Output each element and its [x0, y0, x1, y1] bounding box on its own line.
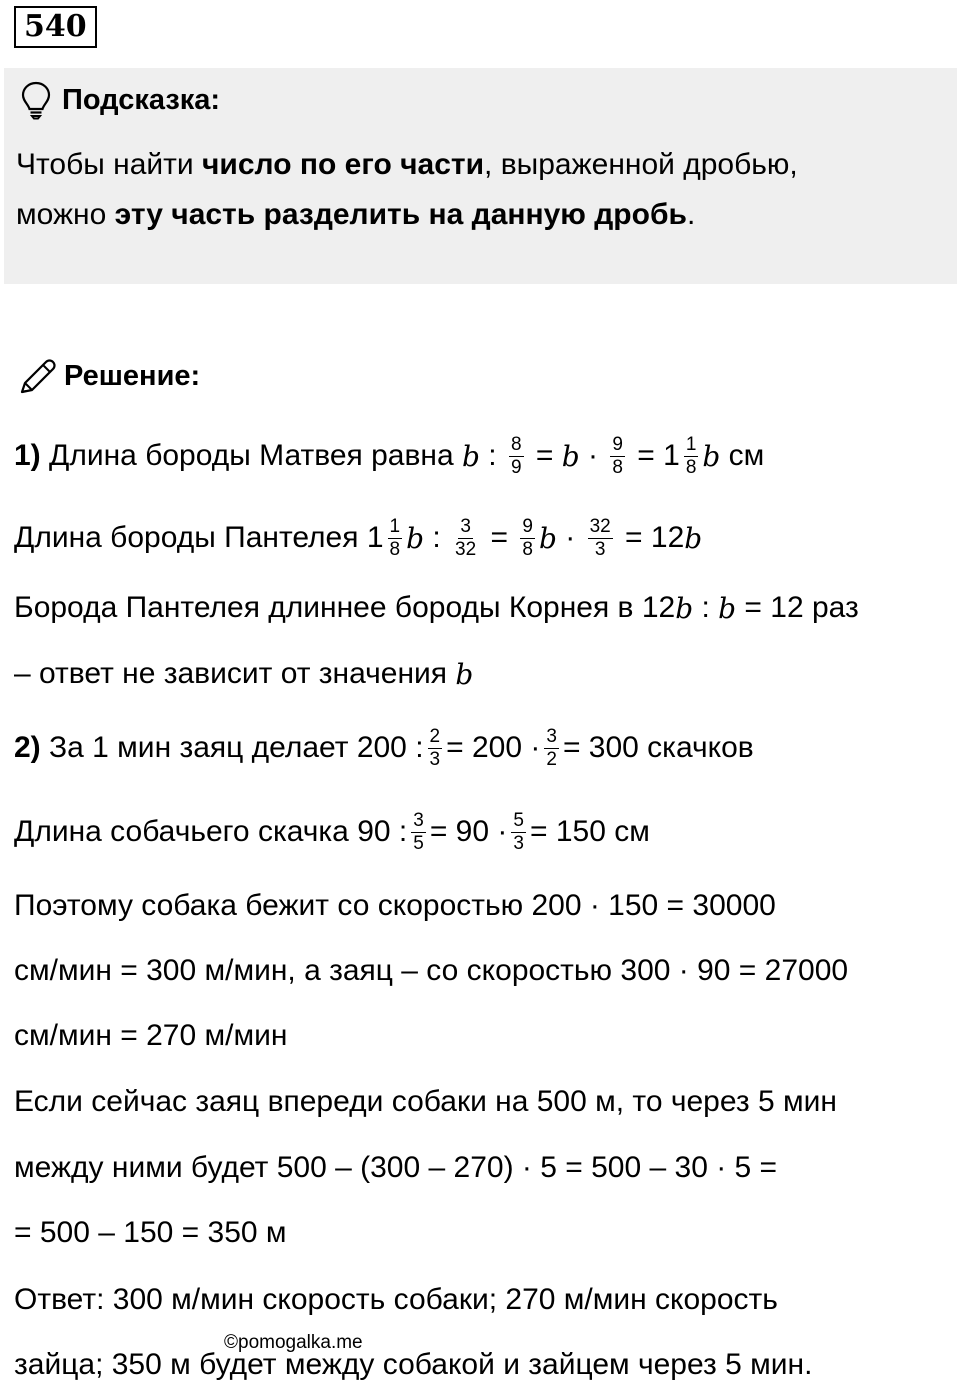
fraction: $\frac{3}{32}$: [455, 515, 477, 560]
fraction: $\frac{3}{5}$: [413, 809, 424, 854]
solution-line-1: 1) Длина бороды Матвея равна b : $\frac{8}{9}$ = b · $\frac{9}{8}$ = 1 $\frac{1}{8}$ b см: [14, 433, 765, 478]
solution-line-9: см/мин = 270 м/мин: [14, 1019, 288, 1052]
fraction: $\frac{5}{3}$: [513, 809, 524, 854]
solution-line-7: Поэтому собака бежит со скоростью 200 · 150 = 30000: [14, 889, 776, 922]
hint-title: Подсказка:: [62, 83, 221, 116]
watermark-footer: ©pomogalka.me: [224, 1332, 363, 1353]
solution-line-4: – ответ не зависит от значения b: [14, 657, 474, 691]
fraction: $\frac{3}{2}$: [546, 725, 557, 770]
solution-line-6: Длина собачьего скачка 90 : $\frac{3}{5}$ = 90 · $\frac{5}{3}$ = 150 см: [14, 809, 650, 854]
solution-line-3: Борода Пантелея длиннее бороды Корнея в 12 b : b = 12 раз: [14, 591, 859, 625]
solution-line-12: = 500 – 150 = 350 м: [14, 1216, 287, 1249]
fraction: $\frac{2}{3}$: [429, 725, 441, 770]
fraction: $\frac{1}{8}$: [685, 433, 697, 478]
fraction: $\frac{1}{8}$: [389, 515, 401, 560]
hint-box: [4, 68, 957, 284]
fraction: $\frac{9}{8}$: [522, 515, 533, 560]
solution-line-2: Длина бороды Пантелея 1 $\frac{1}{8}$ b : $\frac{3}{32}$ = $\frac{9}{8}$ b · $\frac{32}{3}$ = 12 b: [14, 515, 703, 560]
solution-line-10: Если сейчас заяц впереди собаки на 500 м, то через 5 мин: [14, 1085, 837, 1118]
problem-number: 540: [14, 6, 97, 48]
hint-text: Чтобы найти число по его части, выраженной дробью, можно эту часть разделить на данную дробь.: [16, 148, 798, 231]
answer-line-1: Ответ: 300 м/мин скорость собаки; 270 м/мин скорость: [14, 1283, 778, 1316]
fraction: $\frac{9}{8}$: [612, 433, 623, 478]
solution-header: [18, 356, 200, 396]
pencil-icon: [18, 356, 58, 396]
answer-line-2: зайца; 350 м будет между собакой и зайцем через 5 мин.: [14, 1348, 813, 1381]
solution-line-8: см/мин = 300 м/мин, а заяц – со скоростью 300 · 90 = 27000: [14, 954, 849, 987]
lightbulb-icon: [20, 80, 52, 120]
fraction: $\frac{8}{9}$: [510, 433, 522, 478]
solution-line-11: между ними будет 500 – (300 – 270) · 5 = 500 – 30 · 5 =: [14, 1151, 778, 1184]
solution-title: Решение:: [64, 359, 201, 392]
hint-header: [20, 80, 220, 120]
solution-line-5: 2) За 1 мин заяц делает 200 : $\frac{2}{3}$ = 200 · $\frac{3}{2}$ = 300 скачков: [14, 725, 754, 770]
fraction: $\frac{32}{3}$: [589, 515, 611, 560]
